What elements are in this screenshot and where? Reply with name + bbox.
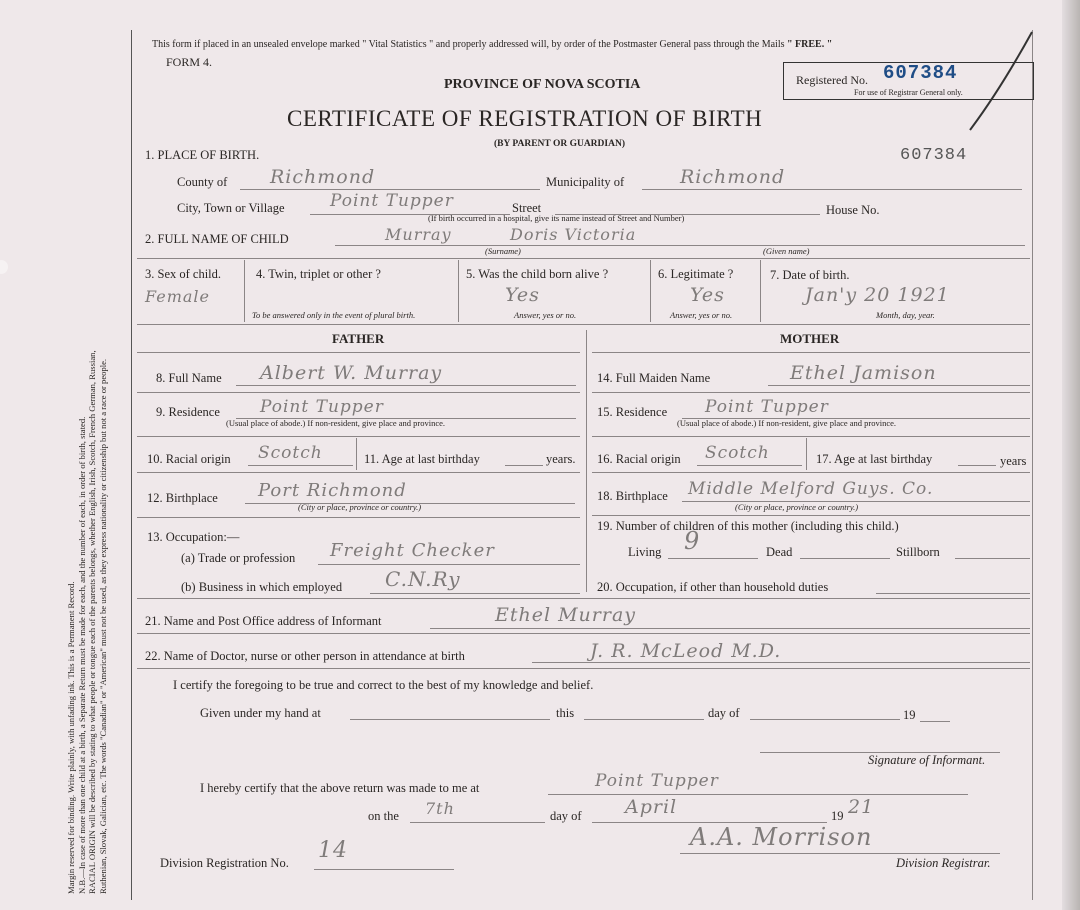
on-the-label: on the bbox=[368, 809, 399, 823]
row-divider bbox=[137, 392, 580, 393]
children-count-label: 19. Number of children of this mother (including this child.) bbox=[597, 519, 899, 533]
margin-note: Ruthenian, Slovak, Galician, etc. The words "Canadian" or "American" must not be used, as they express nationality or citizenship but not a race or people. bbox=[97, 358, 108, 894]
registrar-use-note: For use of Registrar General only. bbox=[854, 88, 963, 97]
year-value: 21 bbox=[848, 796, 875, 818]
col-divider bbox=[356, 438, 357, 470]
father-racial-label: 10. Racial origin bbox=[147, 452, 231, 466]
check-mark bbox=[960, 30, 1035, 135]
mother-birthplace-value: Middle Melford Guys. Co. bbox=[688, 479, 934, 499]
form-number: FORM 4. bbox=[166, 55, 213, 69]
living-value: 9 bbox=[684, 527, 701, 555]
dob-label: 7. Date of birth. bbox=[770, 268, 850, 282]
center-divider bbox=[586, 330, 587, 592]
year-prefix: 19 bbox=[903, 708, 916, 722]
municipality-value: Richmond bbox=[680, 166, 786, 188]
field-line bbox=[584, 719, 704, 720]
field-line bbox=[350, 719, 550, 720]
field-line bbox=[697, 465, 802, 466]
field-line bbox=[750, 719, 900, 720]
field-line bbox=[532, 662, 1030, 663]
field-line bbox=[955, 558, 1030, 559]
certify-statement: I certify the foregoing to be true and correct to the best of my knowledge and belief. bbox=[173, 678, 594, 692]
col-divider bbox=[650, 260, 651, 322]
mother-birthplace-note: (City or place, province or country.) bbox=[735, 502, 859, 512]
field-line bbox=[548, 794, 968, 795]
father-trade-label: (a) Trade or profession bbox=[181, 551, 296, 565]
margin-note: N.B.—In case of more than one child at a birth, a Separate Return must be made for each, and the number of each, in order of birth, stated. bbox=[76, 416, 87, 894]
field-line bbox=[248, 465, 353, 466]
alive-label: 5. Was the child born alive ? bbox=[466, 267, 609, 281]
legitimate-value: Yes bbox=[690, 284, 725, 306]
alive-value: Yes bbox=[505, 284, 540, 306]
field-line bbox=[430, 628, 1030, 629]
field-line bbox=[370, 593, 580, 594]
row-divider bbox=[137, 324, 1030, 325]
child-name-label: 2. FULL NAME OF CHILD bbox=[145, 232, 289, 246]
father-name-label: 8. Full Name bbox=[156, 371, 222, 385]
margin-note: RACIAL ORIGIN will be described by stating to what people or tongue each of the parents belongs, whether English, Irish, Scotch, French German, Russian, bbox=[87, 350, 98, 894]
child-name-line bbox=[335, 245, 1025, 246]
day-of-label-2: day of bbox=[550, 809, 582, 823]
county-value: Richmond bbox=[270, 166, 376, 188]
mail-notice: This form if placed in an unsealed envelope marked " Vital Statistics " and properly addressed will, by order of the Postmaster General pass through the Mails " FREE. " bbox=[152, 39, 833, 50]
father-birthplace-label: 12. Birthplace bbox=[147, 491, 218, 505]
mother-residence-label: 15. Residence bbox=[597, 405, 668, 419]
father-birthplace-value: Port Richmond bbox=[258, 480, 407, 501]
row-divider bbox=[137, 633, 1030, 634]
field-line bbox=[505, 465, 543, 466]
municipality-line bbox=[642, 189, 1022, 190]
field-line bbox=[876, 593, 1030, 594]
field-line bbox=[318, 564, 580, 565]
field-line bbox=[410, 822, 545, 823]
row-divider bbox=[137, 472, 580, 473]
col-divider bbox=[458, 260, 459, 322]
left-border bbox=[131, 30, 132, 900]
informant-label: 21. Name and Post Office address of Informant bbox=[145, 614, 382, 628]
year-label: 19 bbox=[831, 809, 844, 823]
row-divider bbox=[592, 436, 1030, 437]
row-divider bbox=[137, 668, 1030, 669]
sex-label: 3. Sex of child. bbox=[145, 267, 222, 281]
mother-racial-label: 16. Racial origin bbox=[597, 452, 681, 466]
living-label: Living bbox=[628, 545, 662, 559]
row-divider bbox=[592, 392, 1030, 393]
mother-residence-value: Point Tupper bbox=[705, 397, 829, 417]
mother-age-label: 17. Age at last birthday bbox=[816, 452, 933, 466]
field-line bbox=[920, 721, 950, 722]
field-line bbox=[236, 385, 576, 386]
father-birthplace-note: (City or place, province or country.) bbox=[298, 502, 422, 512]
signature-informant-label: Signature of Informant. bbox=[868, 753, 986, 767]
page-edge bbox=[1062, 0, 1080, 910]
twin-note: To be answered only in the event of plural birth. bbox=[252, 310, 416, 320]
legitimate-label: 6. Legitimate ? bbox=[658, 267, 734, 281]
field-line bbox=[668, 558, 758, 559]
this-label: this bbox=[556, 706, 575, 720]
father-name-value: Albert W. Murray bbox=[260, 362, 443, 384]
row-divider bbox=[592, 352, 1030, 353]
registered-label: Registered No. bbox=[796, 73, 868, 87]
dead-label: Dead bbox=[766, 545, 793, 559]
document-subtitle: (BY PARENT OR GUARDIAN) bbox=[494, 139, 625, 149]
registrar-signature: A.A. Morrison bbox=[690, 823, 873, 851]
given-caption: (Given name) bbox=[763, 246, 810, 256]
row-divider bbox=[137, 517, 580, 518]
county-label: County of bbox=[177, 175, 228, 189]
mother-age-unit: years bbox=[1000, 454, 1027, 468]
father-racial-value: Scotch bbox=[258, 443, 323, 463]
field-line bbox=[768, 385, 1030, 386]
mother-name-label: 14. Full Maiden Name bbox=[597, 371, 711, 385]
dob-note: Month, day, year. bbox=[876, 310, 935, 320]
signature-line bbox=[680, 853, 1000, 854]
margin-note: Margin reserved for binding. Write plainly, with unfading ink. This is a Permanent Record. bbox=[66, 581, 76, 894]
field-line bbox=[958, 465, 996, 466]
child-surname: Murray bbox=[385, 225, 452, 244]
division-number: 14 bbox=[318, 838, 348, 863]
father-residence-note: (Usual place of abode.) If non-resident, give place and province. bbox=[226, 418, 446, 428]
hospital-note: (If birth occurred in a hospital, give its name instead of Street and Number) bbox=[428, 213, 685, 223]
surname-caption: (Surname) bbox=[485, 246, 521, 256]
right-border bbox=[1032, 30, 1033, 900]
house-label: House No. bbox=[826, 203, 880, 217]
col-divider bbox=[244, 260, 245, 322]
row-divider bbox=[137, 352, 580, 353]
mother-name-value: Ethel Jamison bbox=[790, 362, 937, 384]
day-of-label: day of bbox=[708, 706, 740, 720]
father-age-unit: years. bbox=[546, 452, 576, 466]
row-divider bbox=[137, 436, 580, 437]
month-value: April bbox=[625, 796, 678, 818]
registered-number: 607384 bbox=[883, 62, 958, 84]
mother-heading: MOTHER bbox=[780, 331, 840, 346]
given-label: Given under my hand at bbox=[200, 706, 321, 720]
child-given-name: Doris Victoria bbox=[510, 225, 637, 244]
margin-notes bbox=[66, 0, 108, 908]
legitimate-note: Answer, yes or no. bbox=[670, 310, 733, 320]
row-divider bbox=[137, 598, 1030, 599]
row-divider bbox=[592, 472, 1030, 473]
twin-label: 4. Twin, triplet or other ? bbox=[256, 267, 381, 281]
father-business-value: C.N.Ry bbox=[385, 567, 461, 591]
informant-value: Ethel Murray bbox=[495, 604, 637, 626]
father-residence-value: Point Tupper bbox=[260, 397, 384, 417]
division-registrar-label: Division Registrar. bbox=[896, 856, 991, 870]
registrar-place-value: Point Tupper bbox=[595, 771, 719, 791]
father-residence-label: 9. Residence bbox=[156, 405, 220, 419]
dob-value: Jan'y 20 1921 bbox=[805, 284, 950, 306]
row-divider bbox=[592, 515, 1030, 516]
mother-occupation-label: 20. Occupation, if other than household duties bbox=[597, 580, 829, 594]
row-divider bbox=[137, 258, 1030, 259]
field-line bbox=[314, 869, 454, 870]
father-business-label: (b) Business in which employed bbox=[181, 580, 343, 594]
division-label: Division Registration No. bbox=[160, 856, 289, 870]
father-age-label: 11. Age at last birthday bbox=[364, 452, 480, 466]
day-value: 7th bbox=[425, 799, 455, 818]
sex-value: Female bbox=[145, 287, 210, 306]
municipality-label: Municipality of bbox=[546, 175, 625, 189]
col-divider bbox=[760, 260, 761, 322]
stillborn-label: Stillborn bbox=[896, 545, 940, 559]
col-divider bbox=[806, 438, 807, 470]
doctor-value: J. R. McLeod M.D. bbox=[590, 640, 782, 662]
place-of-birth-label: 1. PLACE OF BIRTH. bbox=[145, 148, 260, 162]
field-line bbox=[800, 558, 890, 559]
father-occupation-label: 13. Occupation:— bbox=[147, 530, 240, 544]
city-label: City, Town or Village bbox=[177, 201, 285, 215]
street-label: Street bbox=[512, 201, 542, 215]
doctor-label: 22. Name of Doctor, nurse or other person in attendance at birth bbox=[145, 649, 465, 663]
mother-racial-value: Scotch bbox=[705, 443, 770, 463]
binding-hole bbox=[0, 260, 8, 274]
registrar-certify-label: I hereby certify that the above return was made to me at bbox=[200, 781, 480, 795]
father-trade-value: Freight Checker bbox=[330, 540, 495, 561]
city-value: Point Tupper bbox=[330, 191, 454, 211]
province-heading: PROVINCE OF NOVA SCOTIA bbox=[444, 77, 641, 92]
mother-birthplace-label: 18. Birthplace bbox=[597, 489, 668, 503]
father-heading: FATHER bbox=[332, 331, 385, 346]
document-title: CERTIFICATE OF REGISTRATION OF BIRTH bbox=[287, 106, 763, 131]
alive-note: Answer, yes or no. bbox=[514, 310, 577, 320]
mother-residence-note: (Usual place of abode.) If non-resident, give place and province. bbox=[677, 418, 897, 428]
stamped-number: 607384 bbox=[900, 146, 968, 165]
